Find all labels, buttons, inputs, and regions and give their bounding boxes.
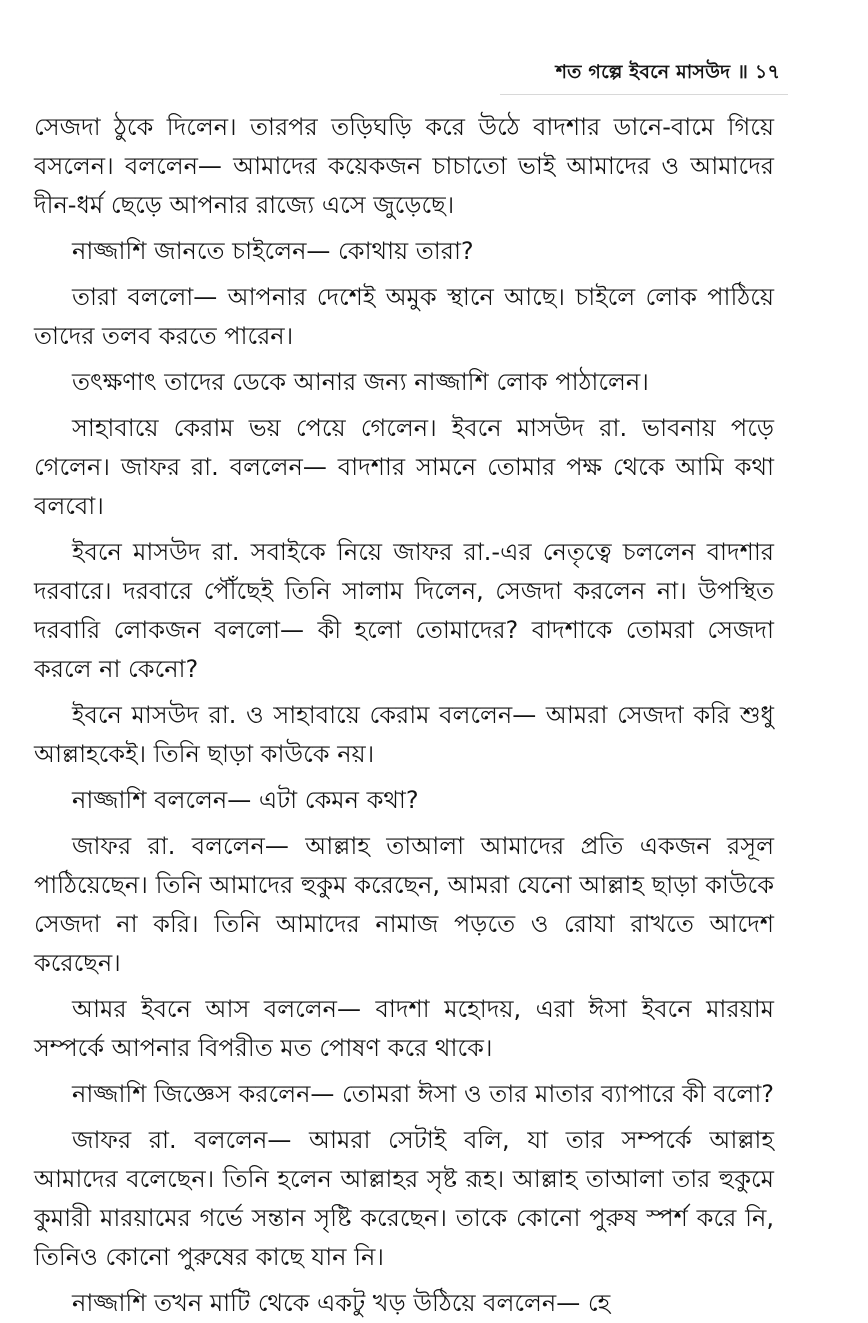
- header-rule: [500, 94, 788, 95]
- paragraph: জাফর রা. বললেন— আমরা সেটাই বলি, যা তার সম্পর্কে আল্লাহ আমাদের বলেছেন। তিনি হলেন আল্লাহর সৃষ্ট রূহ। আল্লাহ তাআলা তার হুকুমে কুমারী মারয়ামের গর্ভে সন্তান সৃষ্টি করেছেন। তাকে কোনো পুরুষ স্পর্শ করে নি, তিনিও কোনো পুরুষের কাছে যান নি।: [34, 1126, 774, 1271]
- paragraph: ইবনে মাসউদ রা. সবাইকে নিয়ে জাফর রা.-এর নেতৃত্বে চললেন বাদশার দরবারে। দরবারে পৌঁছেই তিনি সালাম দিলেন, সেজদা করলেন না। উপস্থিত দরবারি লোকজন বললো— কী হলো তোমাদের? বাদশাকে তোমরা সেজদা করলে না কেনো?: [34, 538, 774, 683]
- paragraph: তারা বললো— আপনার দেশেই অমুক স্থানে আছে। চাইলে লোক পাঠিয়ে তাদের তলব করতে পারেন।: [34, 283, 774, 350]
- paragraph: সাহাবায়ে কেরাম ভয় পেয়ে গেলেন। ইবনে মাসউদ রা. ভাবনায় পড়ে গেলেন। জাফর রা. বললেন— বাদশার সামনে তোমার পক্ষ থেকে আমি কথা বলবো।: [34, 414, 774, 520]
- body-text: [34, 108, 774, 1318]
- paragraph: জাফর রা. বললেন— আল্লাহ তাআলা আমাদের প্রতি একজন রসূল পাঠিয়েছেন। তিনি আমাদের হুকুম করেছেন, আমরা যেনো আল্লাহ ছাড়া কাউকে সেজদা না করি। তিনি আমাদের নামাজ পড়তে ও রোযা রাখতে আদেশ করেছেন।: [34, 832, 774, 977]
- paragraph: নাজ্জাশি জিজ্ঞেস করলেন— তোমরা ঈসা ও তার মাতার ব্যাপারে কী বলো?: [72, 1080, 775, 1108]
- paragraph: সেজদা ঠুকে দিলেন। তারপর তড়িঘড়ি করে উঠে বাদশার ডানে-বামে গিয়ে বসলেন। বললেন— আমাদের কয়েকজন চাচাতো ভাই আমাদের ও আমাদের দীন-ধর্ম ছেড়ে আপনার রাজ্যে এসে জুড়েছে।: [34, 113, 774, 219]
- paragraph: ইবনে মাসউদ রা. ও সাহাবায়ে কেরাম বললেন— আমরা সেজদা করি শুধু আল্লাহকেই। তিনি ছাড়া কাউকে নয়।: [34, 701, 774, 768]
- paragraph: নাজ্জাশি তখন মাটি থেকে একটু খড় উঠিয়ে বললেন— হে: [72, 1289, 611, 1317]
- paragraph: নাজ্জাশি জানতে চাইলেন— কোথায় তারা?: [72, 237, 474, 265]
- paragraph: আমর ইবনে আস বললেন— বাদশা মহোদয়, এরা ঈসা ইবনে মারয়াম সম্পর্কে আপনার বিপরীত মত পোষণ করে থাকে।: [34, 995, 774, 1062]
- paragraph: তৎক্ষণাৎ তাদের ডেকে আনার জন্য নাজ্জাশি লোক পাঠালেন।: [72, 368, 649, 396]
- paragraph: নাজ্জাশি বললেন— এটা কেমন কথা?: [72, 786, 419, 814]
- running-header: শত গল্পে ইবনে মাসউদ ॥ ১৭: [555, 61, 780, 83]
